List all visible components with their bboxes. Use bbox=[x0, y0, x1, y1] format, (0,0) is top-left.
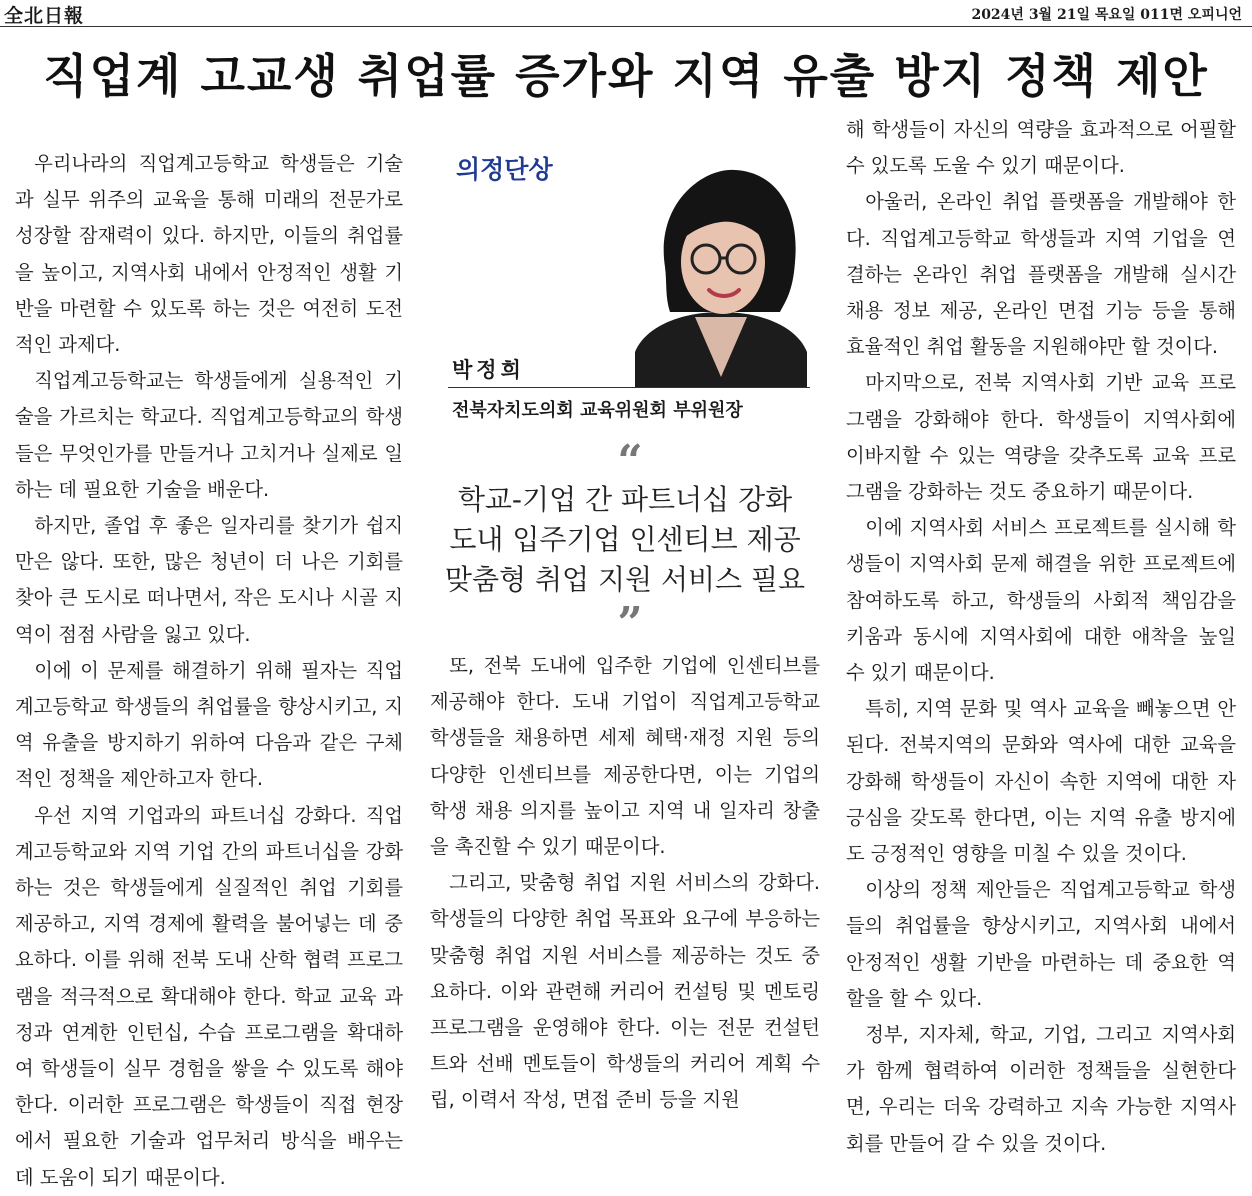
newspaper-logo: 全北日報 bbox=[4, 5, 85, 27]
author-role: 전북자치도의회 교육위원회 부위원장 bbox=[452, 400, 743, 421]
paragraph: 특히, 지역 문화 및 역사 교육을 빼놓으면 안 된다. 전북지역의 문화와 역사에 대한 교육을 강화해 학생들이 자신이 속한 지역에 대한 자긍심을 갖도록 한다면, 이는 지역 유출 방지에도 긍정적인 영향을 미칠 수 있을 것이다. bbox=[846, 697, 1236, 866]
dateline: 2024년 3월 21일 목요일 011면 오피니언 bbox=[971, 7, 1242, 23]
column-corner-label: 의정단상 bbox=[456, 155, 553, 184]
pull-quote-line: 학교-기업 간 파트너십 강화 bbox=[457, 483, 793, 516]
author-portrait bbox=[635, 162, 807, 387]
paragraph: 또, 전북 도내에 입주한 기업에 인센티브를 제공해야 한다. 도내 기업이 직업계고등학교 학생들을 채용하면 세제 혜택·재정 지원 등의 다양한 인센티브를 제공한다면, 이는 기업의 학생 채용 의지를 높이고 지역 내 일자리 창출을 촉진할 수 있기 때문이다. bbox=[430, 654, 820, 859]
divider bbox=[448, 387, 810, 388]
pull-quote-line: 맞춤형 취업 지원 서비스 필요 bbox=[444, 563, 806, 596]
paragraph: 우선 지역 기업과의 파트너십 강화다. 직업계고등학교와 지역 기업 간의 파트너십을 강화하는 것은 학생들에게 실질적인 취업 기회를 제공하고, 지역 경제에 활력을 불어넣는 데 중요하다. 이를 위해 전북 도내 산학 협력 프로그램을 적극적으로 확대해야 한다. 학교 교육 과정과 연계한 인턴십, 수습 프로그램을 확대하여 학생들이 실무 경험을 쌓을 수 있도록 해야 한다. 이러한 프로그램은 학생들이 직접 현장에서 필요한 기술과 업무처리 방식을 배우는 데 도움이 되기 때문이다. bbox=[15, 803, 403, 1189]
paragraph: 우리나라의 직업계고등학교 학생들은 기술과 실무 위주의 교육을 통해 미래의 전문가로 성장할 잠재력이 있다. 하지만, 이들의 취업률을 높이고, 지역사회 내에서 안정적인 생활 기반을 마련할 수 있도록 하는 것은 여전히 도전적인 과제다. bbox=[15, 152, 403, 357]
close-quote-icon: ” bbox=[617, 598, 643, 649]
article-column-3 bbox=[846, 112, 1236, 1162]
pull-quote bbox=[430, 480, 820, 600]
paragraph: 그리고, 맞춤형 취업 지원 서비스의 강화다. 학생들의 다양한 취업 목표와 요구에 부응하는 맞춤형 취업 지원 서비스를 제공하는 것도 중요하다. 이와 관련해 커리어 컨설팅 및 멘토링 프로그램을 운영해야 한다. 이는 전문 컨설턴트와 선배 멘토들이 학생들의 커리어 계획 수립, 이력서 작성, 면접 준비 등을 지원 bbox=[430, 871, 820, 1112]
author-name: 박정희 bbox=[452, 358, 525, 382]
paragraph: 이에 이 문제를 해결하기 위해 필자는 직업계고등학교 학생들의 취업률을 향상시키고, 지역 유출을 방지하기 위하여 다음과 같은 구체적인 정책을 제안하고자 한다. bbox=[15, 658, 403, 791]
paragraph: 마지막으로, 전북 지역사회 기반 교육 프로그램을 강화해야 한다. 학생들이 지역사회에 이바지할 수 있는 역량을 갖추도록 교육 프로그램을 강화하는 것도 중요하기 때문이다. bbox=[846, 371, 1236, 504]
paragraph: 직업계고등학교는 학생들에게 실용적인 기술을 가르치는 학교다. 직업계고등학교의 학생들은 무엇인가를 만들거나 고치거나 실제로 일하는 데 필요한 기술을 배운다. bbox=[15, 369, 403, 501]
paragraph: 이에 지역사회 서비스 프로젝트를 실시해 학생들이 지역사회 문제 해결을 위한 프로젝트에 참여하도록 하고, 학생들의 사회적 책임감을 키움과 동시에 지역사회에 대한 애착을 높일 수 있기 때문이다. bbox=[846, 516, 1236, 685]
pull-quote-line: 도내 입주기업 인센티브 제공 bbox=[449, 523, 801, 556]
open-quote-icon: “ bbox=[617, 436, 643, 487]
paragraph: 아울러, 온라인 취업 플랫폼을 개발해야 한다. 직업계고등학교 학생들과 지역 기업을 연결하는 온라인 취업 플랫폼을 개발해 실시간 채용 정보 제공, 온라인 면접 기능 등을 통해 효율적인 취업 활동을 지원해야만 할 것이다. bbox=[846, 190, 1236, 359]
masthead bbox=[0, 0, 1252, 27]
article-headline: 직업계 고교생 취업률 증가와 지역 유출 방지 정책 제안 bbox=[43, 49, 1209, 103]
paragraph: 이상의 정책 제안들은 직업계고등학교 학생들의 취업률을 향상시키고, 지역사회 내에서 안정적인 생활 기반을 마련하는 데 중요한 역할을 할 수 있다. bbox=[846, 878, 1236, 1010]
article-column-1 bbox=[15, 146, 403, 1196]
article-column-2 bbox=[430, 648, 820, 1119]
paragraph: 해 학생들이 자신의 역량을 효과적으로 어필할 수 있도록 도울 수 있기 때문이다. bbox=[846, 118, 1236, 178]
paragraph: 정부, 지자체, 학교, 기업, 그리고 지역사회가 함께 협력하여 이러한 정책들을 실현한다면, 우리는 더욱 강력하고 지속 가능한 지역사회를 만들어 갈 수 있을 것이다. bbox=[846, 1023, 1236, 1155]
paragraph: 하지만, 졸업 후 좋은 일자리를 찾기가 쉽지만은 않다. 또한, 많은 청년이 더 나은 기회를 찾아 큰 도시로 떠나면서, 작은 도시나 시골 지역이 점점 사람을 잃고 있다. bbox=[15, 514, 403, 646]
